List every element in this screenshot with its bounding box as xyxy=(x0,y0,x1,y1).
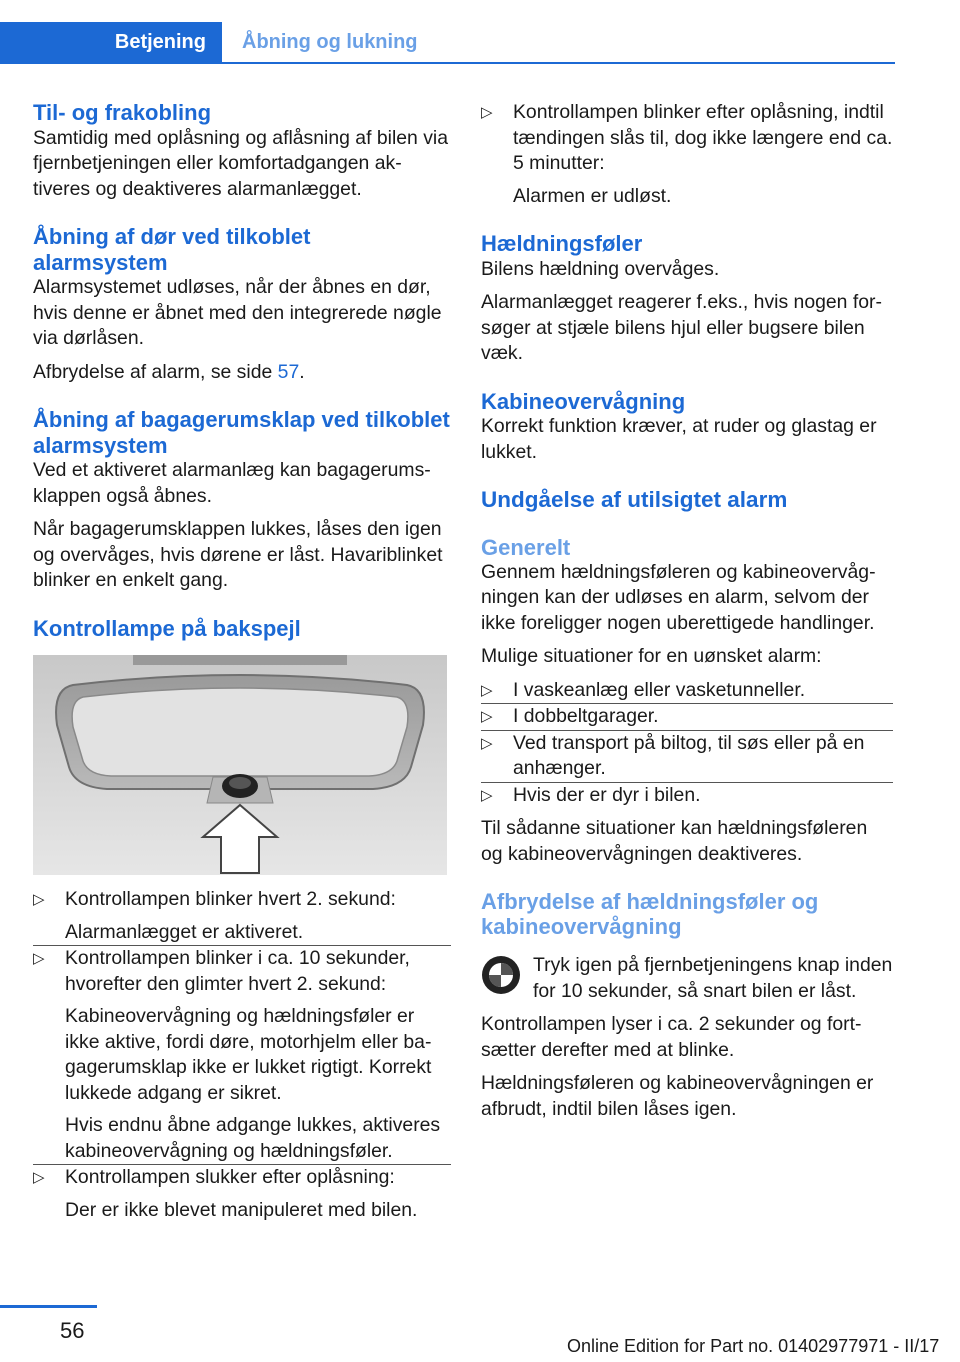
bullet-triangle-icon: ▷ xyxy=(481,708,493,725)
paragraph: Mulige situationer for en uønsket alarm: xyxy=(481,645,822,667)
section-title: Til- og frakobling xyxy=(33,100,212,125)
paragraph: Til sådanne situationer kan hældningsføleren og kabineovervågningen deaktiveres. xyxy=(481,817,868,865)
list-item: ▷ I dobbeltgarager. xyxy=(481,704,893,730)
paragraph: Korrekt funktion kræver, at ruder og glastag er lukket. xyxy=(481,415,877,463)
right-column xyxy=(481,100,893,1122)
list-item: ▷ Ved transport på biltog, til søs eller på en anhænger. xyxy=(481,731,865,779)
header-tabbar xyxy=(0,22,895,64)
remote-instruction: Tryk igen på fjernbetjeningens knap inden for 10 sekunder, så snart bilen er låst. xyxy=(481,953,893,1004)
list-item: ▷ I vaskeanlæg eller vasketunneller. xyxy=(481,678,893,704)
bullet-triangle-icon: ▷ xyxy=(33,891,45,908)
footer-bar xyxy=(0,1305,97,1308)
section-title: Hældningsføler xyxy=(481,231,643,256)
section-title: Kontrollampe på bakspejl xyxy=(33,615,301,641)
bullet-triangle-icon: ▷ xyxy=(33,950,45,967)
bullet-triangle-icon: ▷ xyxy=(481,681,493,699)
paragraph: Hældningsføleren og kabineovervågningen er afbrudt, indtil bilen låses igen. xyxy=(481,1072,874,1120)
section-title: Undgåelse af utilsigtet alarm xyxy=(481,487,788,512)
bullet-triangle-icon: ▷ xyxy=(481,734,493,752)
bullet-triangle-icon: ▷ xyxy=(33,1169,45,1186)
paragraph: Alarmanlægget reagerer f.eks., hvis nogen forsøger at stjæle bilens hjul eller bugsere bilen væk. xyxy=(481,291,882,364)
list-item: ▷ Kontrollampen blinker i ca. 10 sekunder, hvorefter den glimter hvert 2. sekund: Kabineovervågning og hældningsføler er ikke aktive, fordi døre, motorhjelm eller bagagerumsklap ikke er lukket rigtigt. Korrekt lukkede adgang er sikret. Hvis endnu åbne adgange lukkes, aktiveres kabineovervågning og hældningsføler. xyxy=(33,947,441,1162)
tab-betjening[interactable]: Betjening xyxy=(0,22,222,62)
bullet-triangle-icon: ▷ xyxy=(481,104,493,121)
paragraph: Bilens hældning overvåges. xyxy=(481,257,720,280)
paragraph: Kontrollampen lyser i ca. 2 sekunder og fortsætter derefter med at blinke. xyxy=(481,1013,862,1061)
page-number: 56 xyxy=(60,1318,85,1343)
rearview-mirror-image xyxy=(33,655,447,875)
list-item: ▷ Hvis der er dyr i bilen. xyxy=(481,783,893,809)
paragraph: Gennem hældningsføleren og kabineovervågningen kan der udløses en alarm, selvom der ikke foreligger nogen uberettigede handlinger. xyxy=(481,560,876,634)
tab-aabning-og-lukning[interactable]: Åbning og lukning xyxy=(242,31,418,53)
page-link[interactable]: 57 xyxy=(277,360,300,383)
edition-note: Online Edition for Part no. 01402977971 - II/17 xyxy=(567,1336,940,1356)
situation-list xyxy=(481,678,893,809)
page-reference: Afbrydelse af alarm, se side 57. xyxy=(33,360,305,383)
bullet-triangle-icon: ▷ xyxy=(481,786,493,804)
subsection-title: Generelt xyxy=(481,534,571,560)
list-item: ▷ Kontrollampen slukker efter oplåsning: Der er ikke blevet manipuleret med bilen. xyxy=(33,1166,418,1221)
indicator-list xyxy=(33,887,451,1223)
section-title: Åbning af dør ved tilkoblet alarmsystem xyxy=(33,224,311,275)
list-item: ▷ Kontrollampen blinker hvert 2. sekund: Alarmanlægget er aktiveret. xyxy=(33,888,396,943)
left-column xyxy=(33,100,451,1223)
indicator-list-continued xyxy=(481,100,893,209)
paragraph: Alarmsystemet udløses, når der åbnes en dør, hvis denne er åbnet med den integrerede nøgle via dørlåsen. xyxy=(33,276,442,349)
section-title: Åbning af bagagerumsklap ved tilkoblet alarmsystem xyxy=(33,407,450,458)
section-title: Kabineovervågning xyxy=(481,388,686,414)
list-item: ▷ Kontrollampen blinker efter oplåsning, indtil tændingen slås til, dog ikke længere end ca. 5 minutter: Alarmen er udløst. xyxy=(481,101,893,207)
paragraph: Ved et aktiveret alarmanlæg kan bagagerumsklappen også åbnes. xyxy=(33,459,431,507)
bmw-logo-icon xyxy=(481,955,521,995)
subsection-title: Afbrydelse af hældningsføler og kabineovervågning xyxy=(481,889,819,939)
paragraph: Samtidig med oplåsning og aflåsning af bilen via fjernbetjeningen eller komfortadgangen aktiveres og deaktiveres alarmanlægget. xyxy=(33,126,449,200)
paragraph: Når bagagerumsklappen lukkes, låses den igen og overvåges, hvis dørene er låst. Havariblinket blinker en enkelt gang. xyxy=(33,518,443,591)
